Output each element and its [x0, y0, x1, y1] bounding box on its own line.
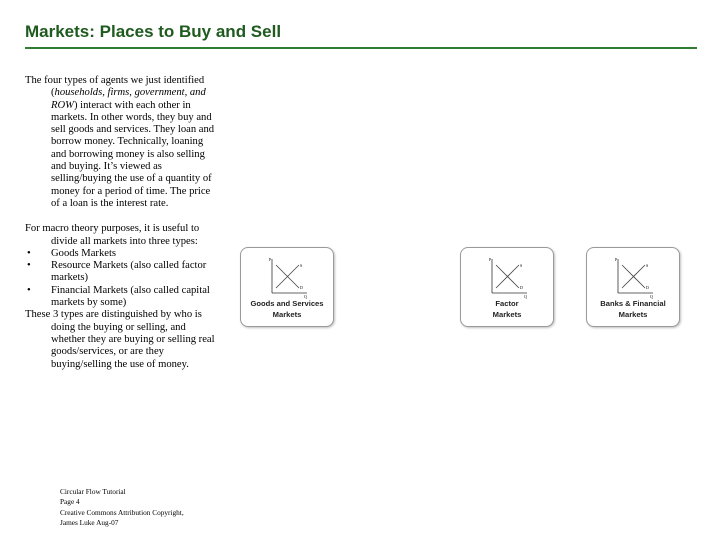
axis-label-q: Q: [650, 294, 653, 299]
axis-label-p: P: [489, 257, 492, 262]
footer-line: Creative Commons Attribution Copyright,: [60, 507, 184, 517]
intro-text-1: The four types of agents we just identified (: [25, 75, 205, 99]
card-label-line: Markets: [618, 309, 648, 319]
bullet-dot: •: [27, 247, 31, 259]
curve-label-s: S: [300, 263, 303, 268]
goods-services-market-card: [240, 247, 334, 327]
axis-label-p: P: [269, 257, 272, 262]
card-label: [235, 299, 339, 320]
curve-label-d: D: [300, 285, 303, 290]
card-label: [455, 299, 559, 320]
footer-credits: [60, 487, 184, 529]
banks-financial-market-card: [586, 247, 680, 327]
axis-label-q: Q: [304, 294, 307, 299]
title-divider: [25, 47, 697, 49]
bullet-text: Goods Markets: [51, 247, 117, 259]
curve-label-d: D: [646, 285, 649, 290]
intro-text-2: ) interact with each other in markets. In other words, they buy and sell goods and services. They loan and borrow money. Technically, loaning and borrowing money is also selling and buying. It’s viewed as selling/buying the use of a quantity of money for a period of time. The price of a loan is the interest rate.: [51, 99, 215, 209]
supply-demand-graph-icon: [269, 255, 309, 299]
card-label-line: Markets: [492, 309, 522, 319]
bullet-dot: •: [27, 260, 31, 272]
card-label-line: Goods and Services: [250, 299, 324, 308]
footer-line: Circular Flow Tutorial: [60, 487, 126, 496]
slide-title: Markets: Places to Buy and Sell: [25, 22, 282, 41]
supply-demand-graph-icon: [615, 255, 655, 299]
factor-market-card: [460, 247, 554, 327]
card-label-line: Banks & Financial: [600, 299, 666, 308]
card-label-line: Factor: [495, 299, 519, 308]
bullet-text: Financial Markets (also called capital markets by some): [51, 284, 210, 309]
footer-line: Page 4: [60, 497, 80, 507]
bullet-dot: •: [27, 284, 31, 296]
distinction-paragraph: These 3 types are distinguished by who is doing the buying or selling, and whether they are buying or selling real goods/services, or are they buying/selling the use of money.: [25, 309, 215, 370]
curve-label-s: S: [646, 263, 649, 268]
intro-paragraph: [25, 75, 220, 210]
card-label: [581, 299, 685, 320]
curve-label-d: D: [520, 285, 523, 290]
body-text: [25, 75, 220, 371]
axis-label-q: Q: [524, 294, 527, 299]
bullet-financial-markets: [25, 285, 220, 310]
footer-line: James Luke Aug-07: [60, 518, 119, 528]
bullet-goods-markets: [25, 248, 220, 260]
card-label-line: Markets: [272, 309, 302, 319]
intro-agents-italic: households, firms, government, and ROW: [51, 87, 206, 111]
bullet-text: Resource Markets (also called factor markets): [51, 260, 207, 284]
supply-demand-graph-icon: [489, 255, 529, 299]
market-types-paragraph: For macro theory purposes, it is useful to divide all markets into three types:: [25, 223, 200, 247]
curve-label-s: S: [520, 263, 523, 268]
bullet-resource-markets: [25, 260, 220, 285]
axis-label-p: P: [615, 257, 618, 262]
